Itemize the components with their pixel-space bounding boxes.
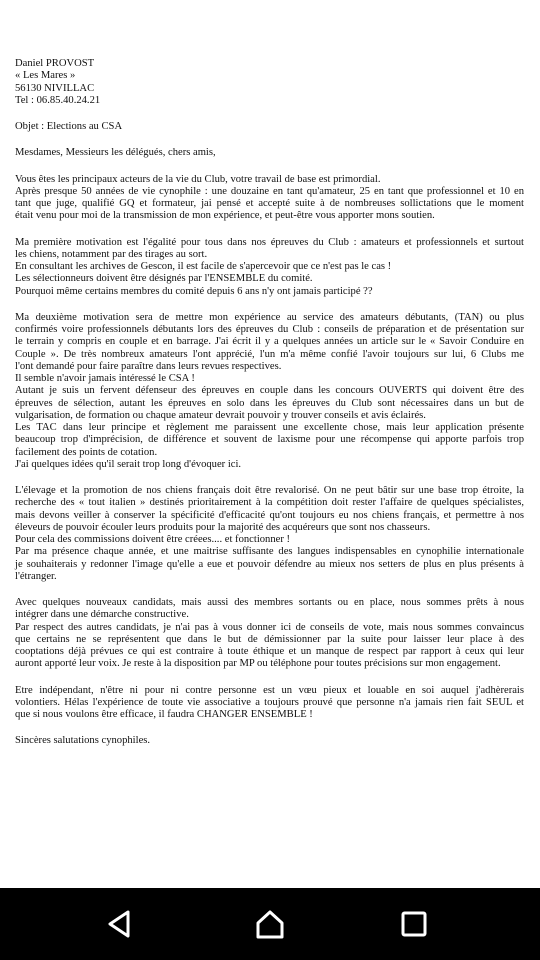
- text-line: Vous êtes les principaux acteurs de la vie du Club, votre travail de base est primordial.: [15, 173, 381, 185]
- text-line: Par respect des autres candidats, je n'ai pas à vous donner ici de conseils de vote, mais nous sommes convaincus: [15, 621, 524, 633]
- text-line: « Les Mares »: [15, 70, 76, 82]
- recents-button[interactable]: [364, 888, 464, 960]
- text-line: l'étranger.: [15, 570, 57, 582]
- home-button[interactable]: [220, 888, 320, 960]
- text-line: 56130 NIVILLAC: [15, 82, 95, 94]
- sender-address: [15, 58, 524, 107]
- text-line: que si nous voulons être efficace, il faudra CHANGER ENSEMBLE !: [15, 709, 313, 720]
- text-line: Les TAC dans leur principe et règlement me paraissent une excellente chose, mais leur application présente: [15, 422, 524, 433]
- paragraph-6: [15, 685, 524, 722]
- back-icon: [105, 909, 135, 939]
- text-line: Avec quelques nouveaux candidats, mais aussi des membres sortants ou en place, nous sommes prêts à nous: [15, 597, 524, 608]
- paragraph-1: [15, 174, 524, 223]
- paragraph-3: [15, 312, 524, 471]
- text-line: cooptations déjà prévues ce qui est contraire à toute éthique et un manque de respect par rapport à ceux qui leur: [15, 646, 524, 657]
- text-line: auront apporté leur voix. Je reste à la disposition par MP ou téléphone pour toutes précisions sur mon engagement.: [15, 658, 501, 670]
- text-line: Autant je suis un fervent défenseur des épreuves en couple dans les concours OUVERTS qui doivent être des: [15, 385, 524, 397]
- text-line: facilement des points de cotation.: [15, 446, 158, 458]
- home-icon: [254, 908, 286, 940]
- text-line: éleveurs de pouvoir écouler leurs produits pour la majorité des acquéreurs que sont nos chasseurs.: [15, 521, 431, 533]
- text-line: mais devons veiller à conserver la spécificité d'efficacité qu'ont toujours eu nos chiens français, et permettre à nos: [15, 509, 524, 521]
- subject-line: Objet : Elections au CSA: [15, 121, 123, 132]
- android-navigation-bar: [0, 888, 540, 960]
- text-line: En consultant les archives de Gescon, il est facile de s'apercevoir que ce n'est pas le cas !: [15, 261, 392, 272]
- text-line: beaucoup trop d'imprécision, de différence et souvent de laxisme pour une récompense qui apporte parfois trop: [15, 434, 524, 446]
- text-line: Ma première motivation est l'égalité pour tous dans nos épreuves du Club : amateurs et professionnels et surtout: [15, 236, 524, 248]
- text-line: J'ai quelques idées qu'il serait trop long d'évoquer ici.: [15, 458, 242, 470]
- text-line: l'ont demandé pour faire paraître dans leurs revues respectives.: [15, 360, 282, 372]
- text-line: que certains ne se représentent que dans le but de démissionner par la suite pour laisser leur place à des: [15, 633, 524, 645]
- text-line: vulgarisation, de formation ou chaque amateur devrait pouvoir y trouver conseils et avis éclairés.: [15, 409, 426, 421]
- text-line: Les sélectionneurs doivent être désignés par l'ENSEMBLE du comité.: [15, 273, 313, 285]
- text-line: Couple ». De très nombreux amateurs l'ont apprécié, l'un m'a même confié l'avoir toujours sur lui, 6 Clubs me: [15, 348, 524, 360]
- text-line: Pourquoi même certains membres du comité depuis 6 ans n'y ont jamais participé ??: [15, 285, 373, 297]
- text-line: Pour cela des commissions doivent être créees.... et fonctionner !: [15, 534, 291, 545]
- paragraph-4: [15, 485, 524, 583]
- back-button[interactable]: [70, 888, 170, 960]
- text-line: était venu pour moi de la transmission de mon expérience, et peut-être vous apporter mons soutien.: [15, 210, 435, 222]
- text-line: Tel : 06.85.40.24.21: [15, 94, 101, 106]
- text-line: intégrer dans une démarche constructive.: [15, 609, 189, 621]
- text-line: Daniel PROVOST: [15, 58, 95, 69]
- text-line: Ma deuxième motivation sera de mettre mon expérience au service des amateurs débutants, (TAN) ou plus: [15, 311, 524, 323]
- text-line: les chiens, notamment par des tirages au sort.: [15, 248, 208, 260]
- text-line: volontiers. Hélas l'expérience de toute vie associative a toujours prouvé que personne n'a jamais rien fait SEUL et: [15, 696, 524, 708]
- text-line: épreuves de sélection, autant les épreuves en solo dans les épreuves du Club sont nécessaires dans un but de: [15, 397, 524, 409]
- text-line: confirmés voire professionnels débutants lors des épreuves du Club : conseils de préparation et de présentation sur: [15, 324, 524, 335]
- paragraph-5: [15, 597, 524, 671]
- recents-icon: [400, 910, 428, 938]
- paragraph-2: [15, 237, 524, 298]
- salutation: Mesdames, Messieurs les délégués, chers amis,: [15, 147, 216, 159]
- text-line: L'élevage et la promotion de nos chiens français doit être revalorisé. On ne peut bâtir sur une base trop étroite, la: [15, 485, 524, 496]
- text-line: tant que juge, qualifié GQ et formateur, jai pensé et accepté suite à de nombreuses sollictations que le moment: [15, 198, 524, 209]
- text-line: Il semble n'avoir jamais intéressé le CSA !: [15, 373, 195, 384]
- text-line: Après presque 50 années de vie cynophile : une douzaine en tant qu'amateur, 25 en tant que professionnel et 10 en: [15, 185, 524, 197]
- text-line: recherche des « tout italien » destinés prioritairement à la compétition doit rester l'affaire de quelques spécialistes,: [15, 497, 524, 509]
- text-line: je souhaiterais y redonner l'image qu'elle a eue et pouvoir défendre au mieux nos setters de plus en plus présents à: [15, 558, 524, 570]
- text-line: le terrain y compris en couple et en barrage. J'ai écrit il y a quelques années un article sur le « Savoir Conduire en: [15, 336, 524, 348]
- letter-body: [15, 58, 524, 748]
- closing: Sincères salutations cynophiles.: [15, 735, 151, 747]
- text-line: Etre indépendant, n'être ni pour ni contre personne est un vœu pieux et louable en soi auquel j'adhèrerais: [15, 684, 524, 696]
- text-line: Par ma présence chaque année, et une maitrise suffisante des langues indispensables en cynophilie internationale: [15, 546, 524, 558]
